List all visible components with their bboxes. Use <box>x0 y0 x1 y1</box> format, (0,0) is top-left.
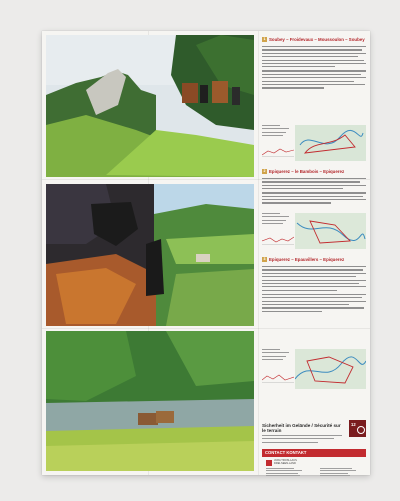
route-map <box>295 125 366 161</box>
trail-number-badge <box>349 420 366 437</box>
contact-address-right <box>320 468 360 478</box>
fold-line <box>258 31 259 475</box>
route-legend <box>262 349 292 363</box>
photo-riders-on-hill <box>46 35 254 177</box>
folded-brochure <box>42 31 370 475</box>
contact-bar: CONTACT KONTAKT <box>262 449 366 457</box>
route-number-badge: 1 <box>263 37 266 41</box>
route-description-text <box>262 266 366 314</box>
photo-riders-river <box>46 331 254 471</box>
badge-number: 12 <box>351 422 356 427</box>
route-heading-3 <box>262 257 366 262</box>
safety-title: Sicherheit im Gelände / Sécurité sur le terrain <box>262 423 341 434</box>
route-map <box>295 213 366 249</box>
brand-logo <box>266 460 272 466</box>
route-legend <box>262 213 292 227</box>
route-number-badge: 3 <box>263 257 266 261</box>
route-description-text <box>262 46 366 91</box>
route-descriptions-column <box>262 37 366 469</box>
route-map-block <box>262 213 366 249</box>
route-map-block <box>262 125 366 161</box>
route-number-badge: 2 <box>263 169 266 173</box>
route-title: Epiquerez – le Bambois – Epiquerez <box>269 169 345 174</box>
elevation-profile <box>262 373 294 383</box>
route-legend <box>262 125 292 139</box>
route-description-text <box>262 178 366 206</box>
contact-address-left <box>266 468 306 478</box>
route-title: Soubey – Froidevaux – Moussoulon – Soubey <box>269 37 365 42</box>
route-heading-1 <box>262 37 366 42</box>
brand-name: JURA TROIS-LACS DREI-SEEN-LAND <box>274 459 297 465</box>
route-map <box>295 349 366 389</box>
horseshoe-icon <box>357 426 365 434</box>
route-heading-2 <box>262 169 366 174</box>
photo-rider-glove-closeup <box>46 184 254 326</box>
safety-text <box>262 435 342 445</box>
elevation-profile <box>262 235 294 245</box>
route-map-block <box>262 349 366 389</box>
route-title: Epiquerez – Epauvillers – Epiquerez <box>269 257 345 262</box>
elevation-profile <box>262 147 294 157</box>
